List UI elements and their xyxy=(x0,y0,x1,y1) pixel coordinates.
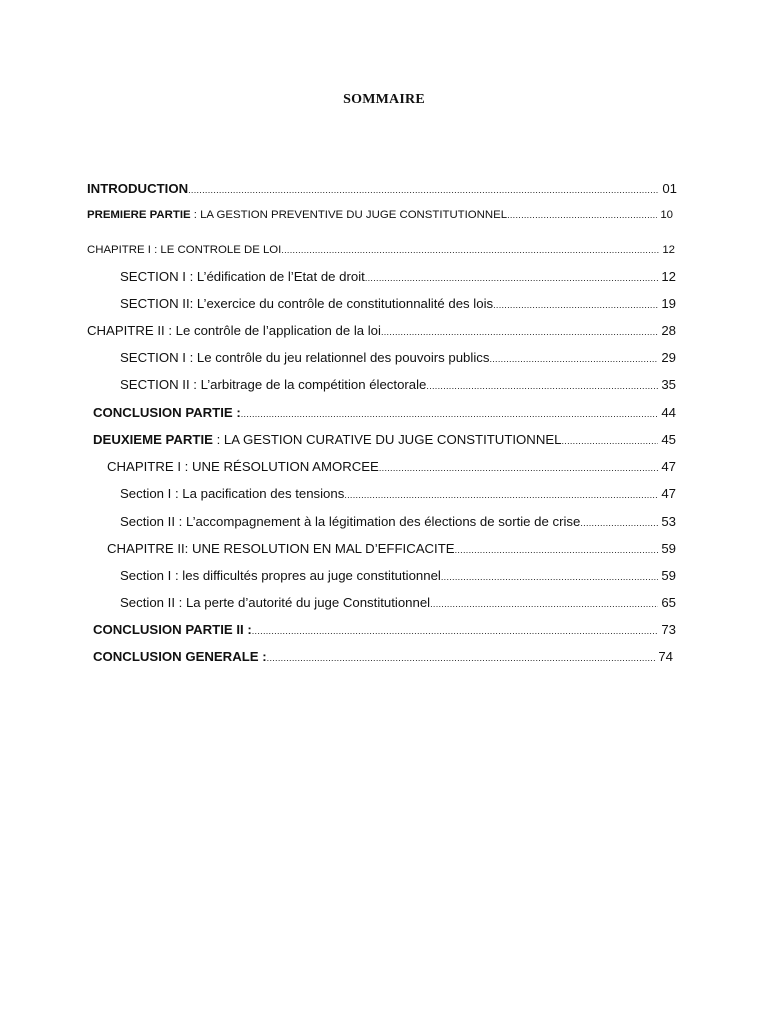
toc-page-number: 59 xyxy=(661,541,676,556)
toc-label: SECTION I : Le contrôle du jeu relationnel des pouvoirs publics xyxy=(120,350,490,365)
toc-leader xyxy=(267,650,656,665)
toc-page-number: 29 xyxy=(661,350,676,365)
toc-label: CHAPITRE I : UNE RÉSOLUTION AMORCEE xyxy=(107,459,379,474)
toc-leader xyxy=(281,242,659,258)
toc-label: Section II : La perte d’autorité du juge Constitutionnel xyxy=(120,595,431,610)
toc-leader xyxy=(507,207,657,223)
toc-label: CHAPITRE I : LE CONTROLE DE LOI xyxy=(87,244,282,256)
toc-leader xyxy=(381,324,658,339)
toc-label: Section I : les difficultés propres au juge constitutionnel xyxy=(120,568,441,583)
toc-leader xyxy=(455,542,659,557)
toc-entry-conclusion-partie-2 xyxy=(93,622,676,638)
toc-page-number: 12 xyxy=(662,244,675,256)
toc-entry-section-1 xyxy=(120,269,676,285)
toc-entry-conclusion-partie xyxy=(93,405,676,421)
toc-leader xyxy=(365,270,659,285)
toc-leader xyxy=(252,623,659,638)
toc-page-number: 47 xyxy=(661,486,676,501)
toc-entry-section-1-b xyxy=(120,350,676,366)
toc-leader xyxy=(379,460,658,475)
toc-page-number: 65 xyxy=(661,595,676,610)
toc-label-lead: PREMIERE PARTIE xyxy=(87,209,191,221)
page-title: SOMMAIRE xyxy=(343,92,425,107)
toc-entry-chapitre-1 xyxy=(87,242,675,258)
toc-label: CONCLUSION GENERALE : xyxy=(93,649,267,664)
toc-page-number: 47 xyxy=(661,459,676,474)
toc-label-rest: : LA GESTION PREVENTIVE DU JUGE CONSTITUTIONNEL xyxy=(190,209,508,221)
toc-page-number: 35 xyxy=(661,377,676,392)
toc-page-number: 45 xyxy=(661,432,676,447)
toc-label: SECTION II : L’arbitrage de la compétition électorale xyxy=(120,377,427,392)
toc-leader xyxy=(344,487,658,502)
toc-leader xyxy=(441,569,658,584)
toc-entry-section-2 xyxy=(120,296,676,312)
toc-label-lead: DEUXIEME PARTIE xyxy=(93,432,213,447)
toc-leader xyxy=(430,596,658,611)
toc-leader xyxy=(580,515,658,530)
toc-label xyxy=(87,207,507,223)
toc-leader xyxy=(561,433,658,448)
toc-entry-section-1-d xyxy=(120,568,676,584)
toc-page-number: 53 xyxy=(661,514,676,529)
toc-entry-chapitre-2-b xyxy=(107,541,676,557)
toc-label xyxy=(93,432,561,448)
toc-entry-section-2-d xyxy=(120,595,676,611)
toc-page-number: 12 xyxy=(661,269,676,284)
toc-entry-section-2-c xyxy=(120,514,676,530)
toc-entry-conclusion-generale xyxy=(93,649,673,665)
toc-page-number: 19 xyxy=(661,296,676,311)
toc-label: CONCLUSION PARTIE : xyxy=(93,405,241,420)
toc-leader xyxy=(188,182,659,197)
toc-entry-section-2-b xyxy=(120,377,676,393)
toc-page-number: 10 xyxy=(660,209,673,221)
toc-label: SECTION II: L’exercice du contrôle de constitutionnalité des lois xyxy=(120,296,494,311)
toc-entry-chapitre-1-b xyxy=(107,459,676,475)
toc-page-number: 73 xyxy=(661,622,676,637)
toc-label: INTRODUCTION xyxy=(87,181,189,196)
toc-label: CHAPITRE II : Le contrôle de l’application de la loi xyxy=(87,323,381,338)
toc-entry-deuxieme-partie xyxy=(93,432,676,448)
toc-page-number: 28 xyxy=(661,323,676,338)
toc-page-number: 59 xyxy=(661,568,676,583)
toc-label: Section II : L’accompagnement à la légitimation des élections de sortie de crise xyxy=(120,514,581,529)
toc-entry-chapitre-2 xyxy=(87,323,676,339)
toc-label-rest: : LA GESTION CURATIVE DU JUGE CONSTITUTIONNEL xyxy=(212,432,562,447)
toc-entry-premiere-partie xyxy=(87,207,673,223)
toc-leader xyxy=(241,406,659,421)
toc-leader xyxy=(489,351,658,366)
toc-label: CONCLUSION PARTIE II : xyxy=(93,622,252,637)
toc-label: Section I : La pacification des tensions xyxy=(120,486,345,501)
toc-label: CHAPITRE II: UNE RESOLUTION EN MAL D’EFFICACITE xyxy=(107,541,455,556)
toc-entry-introduction xyxy=(87,181,677,197)
toc-leader xyxy=(493,297,658,312)
toc-entry-section-1-c xyxy=(120,486,676,502)
toc-label: SECTION I : L’édification de l’Etat de droit xyxy=(120,269,365,284)
toc-page-number: 01 xyxy=(662,181,677,196)
toc-leader xyxy=(426,378,658,393)
toc-page-number: 74 xyxy=(658,649,673,664)
toc-page-number: 44 xyxy=(661,405,676,420)
